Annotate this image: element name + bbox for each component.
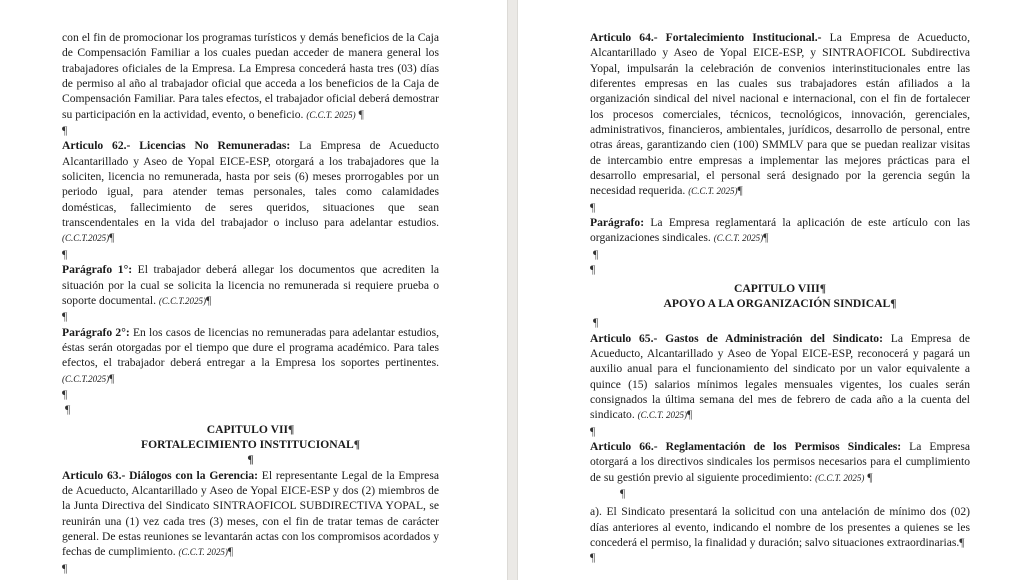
pilcrow-mark: ¶ [620,486,626,500]
chapter-title[interactable] [590,296,970,311]
pilcrow-mark: ¶ [288,422,295,436]
citation: (C.C.T. 2025) [306,109,356,120]
empty-paragraph[interactable] [62,123,439,138]
pilcrow-mark: ¶ [62,310,68,324]
empty-paragraph[interactable] [62,402,439,417]
article-63[interactable] [62,468,439,561]
pilcrow-mark: ¶ [763,231,769,245]
article-62[interactable] [62,138,439,246]
article-66[interactable] [590,439,970,486]
pilcrow-mark: ¶ [593,316,599,330]
empty-paragraph[interactable] [62,561,439,576]
paragrafo-heading: Parágrafo 1°: [62,263,133,277]
paragraph-caja-compensacion[interactable] [62,30,439,123]
citation: (C.C.T. 2025) [815,472,865,483]
pilcrow-mark: ¶ [590,551,596,565]
empty-paragraph[interactable] [590,200,970,215]
article-heading: Articulo 62.- Licencias No Remuneradas: [62,139,291,153]
pilcrow-mark: ¶ [867,470,873,484]
citation: (C.C.T. 2025) [637,410,687,421]
article-text: La Empresa de Acueducto Alcantarillado y Aseo de Yopal EICE-ESP, otorgará a los trabajadores que la soliciten, licencia no remunerada, hasta por seis (6) meses prorrogables por un periodo igual, para atender temas personales, tales como calamidades domésticas, fallecimiento de seres queridos, situaciones que sean transcendentales en la vida del trabajador o incluso para adelantar estudios. [62,139,439,230]
empty-paragraph[interactable] [590,262,970,277]
pilcrow-mark: ¶ [62,247,68,261]
pilcrow-mark: ¶ [227,545,234,559]
list-item-a[interactable] [590,504,970,550]
pilcrow-mark: ¶ [358,107,364,121]
pilcrow-mark: ¶ [62,561,68,575]
chapter-number[interactable] [590,281,970,296]
paragrafo[interactable] [590,215,970,247]
paragrafo-text: El trabajador deberá allegar los documentos que acrediten la situación por la cual se solicita la licencia no remunerada si requiere prueba o soporte documental. [62,263,439,307]
pilcrow-mark: ¶ [687,408,693,422]
empty-paragraph[interactable] [590,424,970,439]
article-text: La Empresa de Acueducto, Alcantarillado y Aseo de Yopal EICE-ESP, reconocerá y pagará un auxilio anual para el funcionamiento del sindicato por un valor equivalente a quince (15) salarios mínimos legales mensuales vigentes, los cuales serán consignados la última semana del mes de febrero de cada año a la cuenta del sindicato. [590,331,970,422]
pilcrow-mark: ¶ [959,536,965,549]
paragrafo-text: En los casos de licencias no remuneradas para adelantar estudios, éstas serán otorgadas por el tiempo que dure el programa académico. Para tales efectos, el trabajador deberá entregar a la Empresa los soportes pertinentes. [62,325,439,370]
article-text: La Empresa de Acueducto, Alcantarillado y Aseo de Yopal EICE-ESP, y SINTRAOFICOL Subdirectiva Yopal, impulsarán la celebración de convenios interinstitucionales entre las diferentes empresas en las cuales sus trabajadores están afiliados a la organización sindical del nivel nacional e internacional, con el fin de fortalecer los procesos comerciales, técnicos, tecnológicos, innovación, gerenciales, administrativos, financieros, ambientales, jurídicos, desarrollo de personal, entre otras áreas, garantizando cien (100) SMMLV para que se puedan realizar visitas de intercambio entre empresas a implementar las mejores prácticas para el desarrollo empresarial, el personal será designado por la gerencia según la necesidad requerida. [590,31,970,198]
paragrafo-2[interactable] [62,325,439,387]
pilcrow-mark: ¶ [590,263,596,277]
article-text: El representante Legal de la Empresa de Acueducto, Alcantarillado y Aseo de Yopal EICE-ESP y dos (2) miembros de la Junta Directiva del Sindicato SINTRAOFICOL SUBDIRECTIVA YOPAL, se reunirán una (1) vez cada tres (3) meses, con el fin de tratar temas de carácter general. De estas reuniones se levantarán actas con los compromisos acordados y fechas de cumplimiento. [62,468,439,559]
article-heading: Articulo 66.- Reglamentación de los Permisos Sindicales: [590,439,902,453]
chapter-number[interactable] [62,422,439,437]
citation: (C.C.T. 2025) [713,233,764,244]
pilcrow-mark: ¶ [206,293,212,307]
document-page-right [518,0,1024,580]
paragrafo-text: La Empresa reglamentará la aplicación de este artículo con las organizaciones sindicales. [590,216,970,245]
pilcrow-mark: ¶ [65,403,71,417]
chapter-number-text: CAPITULO VII [206,422,288,436]
empty-paragraph[interactable] [62,452,439,467]
chapter-number-text: CAPITULO VIII [733,281,820,295]
pilcrow-mark: ¶ [109,231,115,245]
article-65[interactable] [590,331,970,424]
pilcrow-mark: ¶ [890,296,897,310]
pilcrow-mark: ¶ [109,371,115,385]
empty-paragraph[interactable] [62,247,439,262]
pilcrow-mark: ¶ [590,200,596,214]
pilcrow-mark: ¶ [353,437,360,451]
page-left-text-column [62,30,439,576]
article-heading: Articulo 65.- Gastos de Administración del Sindicato: [590,331,883,345]
chapter-title-text: APOYO A LA ORGANIZACIÓN SINDICAL [663,296,891,310]
page-right-text-column [590,30,970,566]
empty-paragraph[interactable] [590,247,970,262]
citation: (C.C.T.2025) [158,295,207,306]
citation: (C.C.T. 2025) [178,547,228,558]
article-heading: Articulo 63.- Diálogos con la Gerencia: [62,468,259,482]
pilcrow-mark: ¶ [819,281,827,295]
list-item-text: a). El Sindicato presentará la solicitud con una antelación de mínimo dos (02) días anteriores al evento, indicando el nombre de los presentes a quienes se les concederá el permiso, la finalidad y duración; salvo situaciones extraordinarias. [590,505,970,549]
page-gutter [507,0,518,580]
pilcrow-mark: ¶ [62,124,68,138]
chapter-title[interactable] [62,437,439,452]
pilcrow-mark: ¶ [62,387,68,401]
chapter-title-text: FORTALECIMIENTO INSTITUCIONAL [141,437,354,451]
pilcrow-mark: ¶ [593,247,599,261]
article-64[interactable] [590,30,970,200]
pilcrow-mark: ¶ [590,424,596,438]
pilcrow-mark: ¶ [737,184,743,198]
pilcrow-mark: ¶ [247,453,254,467]
paragrafo-heading: Parágrafo: [590,216,645,230]
citation: (C.C.T.2025) [62,233,110,244]
article-text: La Empresa otorgará a los directivos sindicales los permisos necesarios para el cumplimiento de su gestión previo al siguiente procedimiento: [590,439,970,484]
paragrafo-1[interactable] [62,262,439,309]
empty-paragraph[interactable] [590,486,970,501]
paragraph-text: con el fin de promocionar los programas turísticos y demás beneficios de la Caja de Compensación Familiar a los cuales puedan acceder de manera general los trabajadores oficiales de la Empresa. La Empresa concederá hasta tres (03) días de permiso al año al trabajador oficial que acceda a los beneficios de la Caja de Compensación Familiar. Para tales efectos, el trabajador oficial deberá demostrar su participación en la actividad, evento, o beneficio. [62,31,439,121]
empty-paragraph[interactable] [590,315,970,330]
citation: (C.C.T. 2025) [688,186,738,197]
empty-paragraph[interactable] [62,387,439,402]
article-heading: Articulo 64.- Fortalecimiento Institucional.- [590,31,822,44]
empty-paragraph[interactable] [590,550,970,565]
paragrafo-heading: Parágrafo 2°: [62,325,130,339]
document-page-left [0,0,507,580]
empty-paragraph[interactable] [62,309,439,324]
citation: (C.C.T.2025) [62,373,110,384]
